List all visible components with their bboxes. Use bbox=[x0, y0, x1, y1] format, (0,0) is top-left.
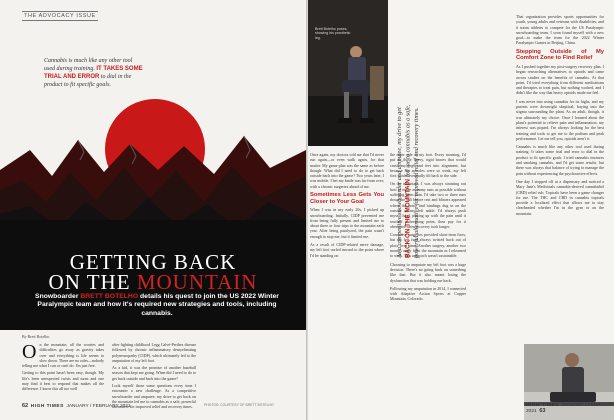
vertical-quote-line-2-rest: led me to cannabis as a safe, bbox=[404, 104, 412, 178]
drop-cap: O bbox=[22, 341, 37, 363]
left-folio bbox=[22, 403, 131, 409]
vertical-quote-line-1: As a competitive snowboarder and amputee, my drive to get bbox=[396, 107, 403, 258]
right-column-1 bbox=[310, 152, 384, 261]
body-text: Following my amputation in 2014, I connected with Adaptive Action Sports at Copper Mountain, Colorado. bbox=[390, 285, 466, 302]
pull-quote-text: Cannabis is much like any other tool used during training. bbox=[44, 58, 133, 72]
byline: By Brett Botelho bbox=[22, 334, 50, 339]
right-column-2 bbox=[390, 152, 466, 305]
body-text: after fighting childhood Legg Calvé-Perthes disease followed by chronic inflammatory demyelinating polyneuropathy (CIDP), which ultimately led to the amputation of my left foot. bbox=[112, 342, 196, 363]
page-number: 62 bbox=[22, 403, 29, 409]
body-text: n the mountain, all the worries and difficulties go away as gravity takes over and everything is life seems to slow down. There are no rules—nobody telling me what I can or can't do. I'm just free. bbox=[22, 342, 104, 369]
section-subhead: Stepping Outside of My Comfort Zone to Find Relief bbox=[516, 48, 604, 62]
magazine-brand: HIGH TIMES bbox=[526, 403, 559, 408]
issue-date: JANUARY / FEBRUARY 2021 bbox=[66, 404, 131, 409]
article-headline bbox=[0, 252, 306, 292]
body-text: the outer side of my foot. Every morning, I'd put on those heavy, rigid braces that would crush my legs and feet into alignment, but because my muscles were so weak, my left foot would eventually tilt back to the side. bbox=[390, 152, 466, 179]
body-text: As a kid, it was the promise of another baseball season that kept me going. When did I need to do to get back outside and back into the game? bbox=[112, 365, 196, 381]
right-page bbox=[308, 0, 614, 420]
body-text: That organization provides sports opportunities for youth, young adults and veterans with disabilities, and it trains athletes to compete for the US Paralympic snowboarding team. I soon found myself with a new goal—to make the team for the 2022 Winter Paralympic Games in Beijing, China. bbox=[516, 14, 604, 46]
deck-rest: details his quest to join the US 2022 Winter Paralympic team and how it's required new strategies and tools, including cannabis. bbox=[37, 293, 279, 317]
photo-caption: Brett Botelho poses, showing his prosthetic leg. bbox=[315, 27, 351, 40]
body-text: Getting to this point hasn't been easy, though. My life's been unexpected twists and turns and one may find it best to respond that makes all the difference. I know this all too well bbox=[22, 370, 104, 392]
body-text: As I pushed together my post-surgery recovery plan, I began researching alternatives to opioids and came across studies on the benefits of cannabis. At that point, I'd tried everything from different medications and therapies to treat pain, but nothing worked, and I didn't like the way that heavy opioids made me feel. bbox=[516, 63, 604, 96]
right-folio bbox=[526, 403, 614, 414]
body-text: Cannabis is much like any other tool used during training. It takes some trial and error to dial in the product to fit specific goals. I tried cannabis tinctures and smoking cannabis, and I'd get some results, but there was always that balance of trying to manage the pain without experiencing the psychoactive effects. bbox=[516, 144, 604, 176]
athlete-photo bbox=[308, 0, 388, 146]
magazine-brand: HIGH TIMES bbox=[30, 404, 64, 409]
deck-author-name: BRETT BOTELHO bbox=[80, 293, 139, 300]
left-page-body bbox=[0, 330, 306, 420]
body-text: Choosing to amputate my left foot was a huge decision. There's no going back on something like that. But it also meant losing the dysfunction that was holding me back. bbox=[390, 261, 466, 283]
body-text: When I was in my early 20s, I picked up snowboarding. Initially, CIDP prevented me from being fully present and limited me to about three or four trips to the mountain each year. After being paralyzed, the pain wasn't enough to stop me, but it limited me. bbox=[310, 207, 384, 239]
deck-intro: Snowboarder bbox=[35, 293, 81, 300]
headline-line-2 bbox=[0, 272, 306, 292]
right-column-3 bbox=[516, 14, 604, 219]
page-number: 63 bbox=[539, 408, 546, 414]
pull-quote bbox=[44, 57, 144, 89]
article-deck bbox=[28, 293, 286, 318]
left-column-1 bbox=[22, 342, 104, 392]
vertical-quote-line-3: powerful alternative for improved relief and recovery times. bbox=[413, 107, 420, 258]
page-gutter bbox=[306, 0, 308, 420]
body-text: Once again, my doctors told me that I'd never run again—or even walk again, for that matter. My game plan was the same as before though: What did I need to do to get back outside back into the game? Two years later, I was mobile. I bet my battle was far from over, with a chronic surgeries ahead of me. bbox=[310, 152, 384, 189]
body-text: One day I stopped off at a dispensary and noticed a Mary Jane's Medicinals cannabis-derived cannabidiol (CBD) relief rub. Topicals have been a game changer for me. The THC and CBD in cannabis topicals provide a localized effect that allows me to stay clearheaded whether I'm in the gym or on the mountain. bbox=[516, 178, 604, 216]
body-text: As a result of CIDP-related nerve damage, my left foot curled inward to the point where I'd be standing on bbox=[310, 242, 384, 258]
photo-credit: PHOTOS: COURTESY OF BRETT BOTELHO bbox=[204, 403, 274, 407]
headline-line-1: GETTING BACK bbox=[69, 250, 237, 274]
body-text: I was never into using cannabis for its highs, and my parents were downright skeptical, buying into the stigma surrounding the plant. As an adult, though, it was ultimately my choice. Once I learned about the plant's potential to relieve pain and inflammation, my interest was piqued. I'm always looking for the best training and tools to get me to the podium and peak performance. Let me tell you, opioids aren't it. bbox=[516, 98, 604, 141]
headline-prefix: ON THE bbox=[48, 270, 137, 294]
section-subhead: Sometimes Less Gets You Closer to Your Goal bbox=[310, 192, 384, 205]
issue-date: JANUARY / FEBRUARY 2021 bbox=[526, 403, 614, 414]
athlete-photo-illustration bbox=[308, 0, 388, 146]
section-tag: THE ADVOCACY ISSUE bbox=[24, 13, 96, 19]
left-column-2 bbox=[112, 342, 196, 410]
body-text: Corrective surgeries provided short-term fixes, but my left foot always twisted back out of place over time. Another surgery, another two months away from the mountain as I relearned to walk. This approach wasn't sustainable. bbox=[390, 232, 466, 259]
pull-quote-tail: to dial in the product to fit specific goals. bbox=[44, 74, 132, 88]
headline-accent: MOUNTAIN bbox=[136, 270, 258, 294]
pull-quote-highlight: IT TAKES SOME TRIAL AND ERROR bbox=[44, 66, 143, 80]
body-text: On the mountain, I was always straining out how to make as many runs as possible without suffering from pain. I'd take two or three runs down the hill before rest and blisters appeared where the brace and bindings dug in on the outside of my left ankle. I'd always push myself hard, putting up with the pain until it reached a breaking point, then pay for it afterward when recovery took longer. bbox=[390, 181, 466, 229]
vertical-quote-highlight: BACK ON THE MOUNTAIN bbox=[404, 179, 412, 258]
body-text: Look myself those same questions every time I encounter a new challenge. As a competitive snowboarder and amputee, my drive to get back on the mountain led me to cannabis as a safe, powerful alternative for improved relief and recovery times. bbox=[112, 383, 196, 410]
